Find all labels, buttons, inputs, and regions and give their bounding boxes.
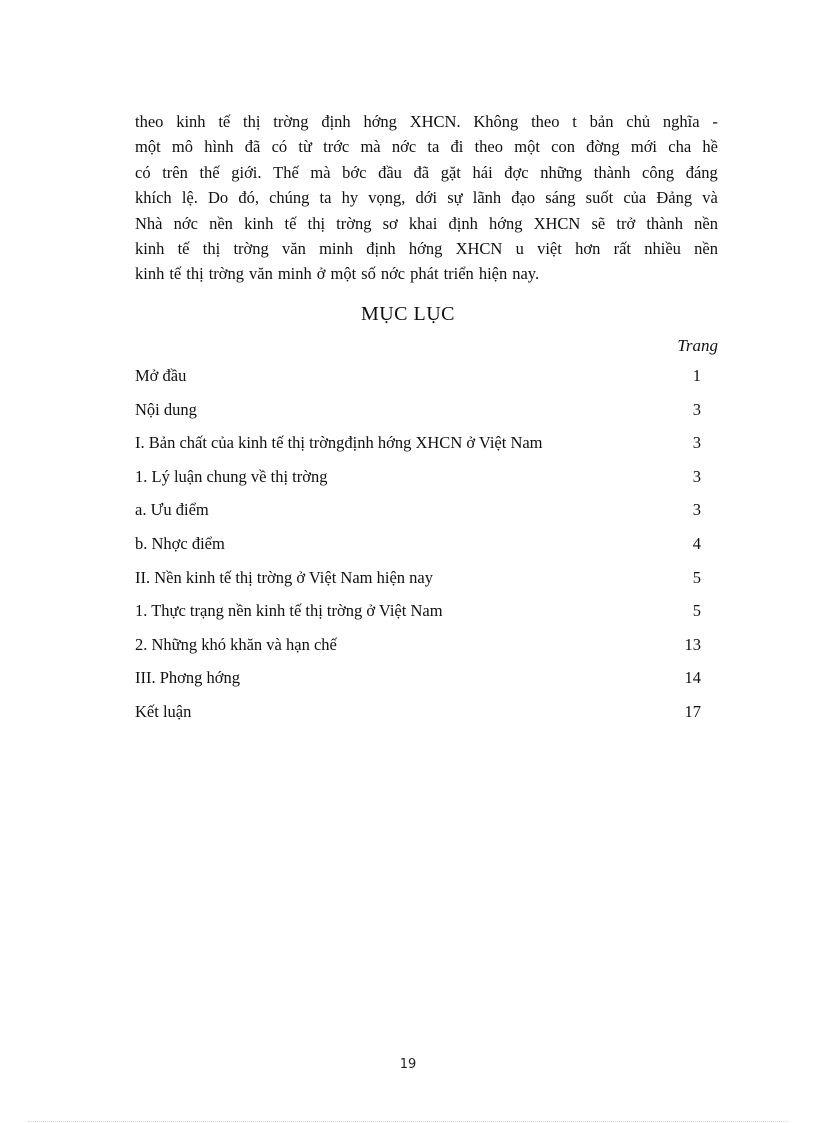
toc-entry-page: 14 [684, 668, 701, 688]
paragraph-word: Do [208, 188, 229, 208]
page-number: 19 [399, 1057, 417, 1072]
paragraph-word: đầu [378, 162, 402, 182]
paragraph-word: thế [199, 162, 220, 182]
paragraph-word: XHCN [455, 238, 503, 258]
toc-entry-label: b. Nhợc điểm [135, 533, 225, 553]
paragraph-word: vọng, [368, 188, 406, 208]
paragraph-word: sáng [545, 188, 576, 208]
paragraph-word: bản [589, 112, 614, 131]
paragraph-word: Nhà [135, 213, 163, 233]
paragraph-word: thị [186, 264, 204, 284]
bottom-divider [28, 1121, 788, 1122]
paragraph-word: một [135, 137, 161, 157]
paragraph-word: nớc [173, 213, 198, 233]
body-paragraph [135, 112, 718, 290]
paragraph-line [135, 214, 718, 239]
toc-entry-page: 5 [692, 567, 701, 587]
toc-entry-label: Kết luận [135, 701, 192, 721]
paragraph-word: kinh [244, 213, 274, 233]
toc-entry-label: a. Ưu điểm [135, 500, 209, 520]
paragraph-word: XHCN [533, 213, 581, 233]
paragraph-word: mà [360, 137, 381, 157]
toc-entry-page: 17 [684, 701, 701, 721]
paragraph-word: đi [450, 137, 464, 157]
paragraph-word: u [515, 238, 524, 258]
paragraph-word: số [361, 264, 376, 284]
toc-entry[interactable] [135, 702, 701, 736]
toc-entry[interactable] [135, 467, 701, 501]
toc-entry[interactable] [135, 534, 701, 568]
paragraph-word: suốt [585, 188, 614, 208]
paragraph-word: trờng [273, 112, 309, 131]
paragraph-word: phát [410, 264, 439, 284]
paragraph-word: định [321, 112, 351, 131]
paragraph-word: Đảng [656, 188, 693, 208]
paragraph-word: cha [668, 137, 692, 157]
paragraph-word: việt [537, 238, 562, 258]
paragraph-word: những [540, 162, 583, 182]
toc-entry[interactable] [135, 400, 701, 434]
paragraph-line [135, 137, 718, 162]
paragraph-word: thị [307, 213, 326, 233]
table-of-contents [135, 366, 701, 736]
paragraph-word: tế [169, 264, 182, 284]
paragraph-word: con [551, 137, 575, 157]
toc-entry[interactable] [135, 433, 701, 467]
paragraph-word: đạo [511, 188, 536, 208]
paragraph-word: thành [646, 213, 684, 233]
toc-entry-page: 4 [692, 533, 701, 553]
paragraph-word: có [135, 162, 151, 182]
toc-entry-page: 5 [692, 601, 701, 621]
toc-entry-label: Nội dung [135, 399, 197, 419]
paragraph-word: sự [447, 188, 463, 208]
paragraph-word: trờng [208, 264, 244, 284]
toc-entry-label: 1. Thực trạng nền kinh tế thị trờng ở Việt Nam [135, 601, 443, 621]
paragraph-word: hình [204, 137, 234, 157]
paragraph-word: XHCN. [409, 112, 461, 131]
paragraph-line [135, 264, 718, 289]
paragraph-word: kinh [135, 238, 165, 258]
paragraph-word: trờng [336, 213, 372, 233]
paragraph-word: đã [244, 137, 261, 157]
paragraph-word: nghĩa [662, 112, 700, 131]
toc-entry-label: Mở đầu [135, 366, 187, 385]
paragraph-word: tế [218, 112, 231, 131]
toc-entry[interactable] [135, 568, 701, 602]
toc-entry-label: 2. Những khó khăn và hạn chế [135, 634, 337, 654]
paragraph-word: nớc [380, 264, 406, 284]
toc-entry-page: 3 [692, 466, 701, 486]
paragraph-word: văn [249, 264, 273, 284]
paragraph-word: minh [319, 238, 353, 258]
toc-entry-page: 13 [684, 634, 701, 654]
paragraph-word: định [366, 238, 396, 258]
paragraph-word: thị [202, 238, 221, 258]
toc-entry[interactable] [135, 601, 701, 635]
paragraph-word: đó, [238, 188, 259, 208]
toc-page-column-header: Trang [677, 336, 718, 355]
paragraph-line [135, 112, 718, 137]
paragraph-word: hớng [408, 238, 443, 258]
paragraph-word: đợc [504, 162, 529, 182]
paragraph-word: sơ [382, 213, 398, 233]
paragraph-word: Không [473, 112, 519, 131]
paragraph-word: kinh [176, 112, 206, 131]
paragraph-word: gặt [440, 162, 461, 182]
paragraph-word: giới. [231, 162, 262, 182]
toc-entry-label: III. Phơng hớng [135, 668, 240, 688]
paragraph-word: dới [415, 188, 438, 208]
paragraph-word: công [642, 162, 675, 182]
paragraph-word: ta [427, 137, 440, 157]
toc-entry[interactable] [135, 635, 701, 669]
toc-entry-page: 3 [692, 399, 701, 419]
paragraph-word: mô [171, 137, 193, 157]
toc-entry[interactable] [135, 500, 701, 534]
paragraph-word: đáng [685, 162, 718, 182]
toc-entry-page: 1 [692, 366, 701, 385]
paragraph-word: t [572, 112, 577, 131]
paragraph-word: nền [209, 213, 233, 233]
paragraph-word: một [514, 137, 540, 157]
paragraph-word: đờng [586, 137, 620, 157]
paragraph-word: văn [282, 238, 306, 258]
paragraph-word: hề [702, 137, 718, 157]
toc-entry[interactable] [135, 366, 701, 400]
paragraph-word: theo [531, 112, 560, 131]
toc-entry-label: I. Bản chất của kinh tế thị trờngđịnh hớng XHCN ở Việt Nam [135, 433, 543, 453]
paragraph-word: sẽ [591, 213, 606, 233]
paragraph-word: nay. [512, 264, 540, 284]
paragraph-word: thành [593, 162, 631, 182]
paragraph-line [135, 239, 718, 264]
toc-entry-page: 3 [692, 500, 701, 520]
toc-title: MỤC LỤC [360, 303, 456, 325]
paragraph-word: thị [243, 112, 261, 131]
toc-entry-page: 3 [692, 433, 701, 453]
paragraph-word: nền [694, 238, 718, 258]
paragraph-word: kinh [135, 264, 165, 284]
paragraph-word: một [330, 264, 357, 284]
paragraph-word: hớng [488, 213, 523, 233]
paragraph-word: Thế [273, 162, 299, 182]
paragraph-word: hớng [363, 112, 397, 131]
paragraph-word: nền [694, 213, 718, 233]
toc-entry-label: 1. Lý luận chung về thị trờng [135, 466, 328, 486]
paragraph-word: mà [310, 162, 331, 182]
paragraph-word: chủ [626, 112, 651, 131]
paragraph-word: của [623, 188, 647, 208]
paragraph-word: theo [474, 137, 504, 157]
paragraph-word: bớc [342, 162, 367, 182]
paragraph-word: hy [341, 188, 359, 208]
paragraph-word: khích [135, 188, 172, 208]
paragraph-word: trớc [323, 137, 350, 157]
paragraph-word: hiện [478, 264, 508, 284]
paragraph-word: từ [298, 137, 312, 157]
paragraph-word: khai [408, 213, 438, 233]
paragraph-word: có [271, 137, 288, 157]
paragraph-word: tế [177, 238, 190, 258]
paragraph-word: và [702, 188, 718, 208]
paragraph-word: ta [319, 188, 332, 208]
paragraph-word: minh [277, 264, 312, 284]
paragraph-word: tế [284, 213, 297, 233]
paragraph-word: triển [443, 264, 474, 284]
paragraph-word: nớc [391, 137, 417, 157]
paragraph-line [135, 188, 718, 213]
paragraph-word: lệ. [181, 188, 198, 208]
toc-entry-label: II. Nền kinh tế thị trờng ở Việt Nam hiện nay [135, 567, 433, 587]
paragraph-word: mới [630, 137, 658, 157]
paragraph-word: trờng [233, 238, 269, 258]
paragraph-word: trên [162, 162, 188, 182]
toc-entry[interactable] [135, 668, 701, 702]
paragraph-word: lãnh [472, 188, 502, 208]
paragraph-word: hơn [575, 238, 601, 258]
paragraph-word: ở [316, 264, 326, 284]
paragraph-word: trở [616, 213, 636, 233]
paragraph-word: rất [613, 238, 631, 258]
paragraph-word: - [712, 112, 718, 131]
paragraph-word: hái [472, 162, 493, 182]
paragraph-word: theo [135, 112, 164, 131]
paragraph-word: đã [413, 162, 430, 182]
paragraph-word: nhiều [644, 238, 681, 258]
paragraph-word: chúng [269, 188, 310, 208]
paragraph-line [135, 163, 718, 188]
paragraph-word: định [448, 213, 478, 233]
